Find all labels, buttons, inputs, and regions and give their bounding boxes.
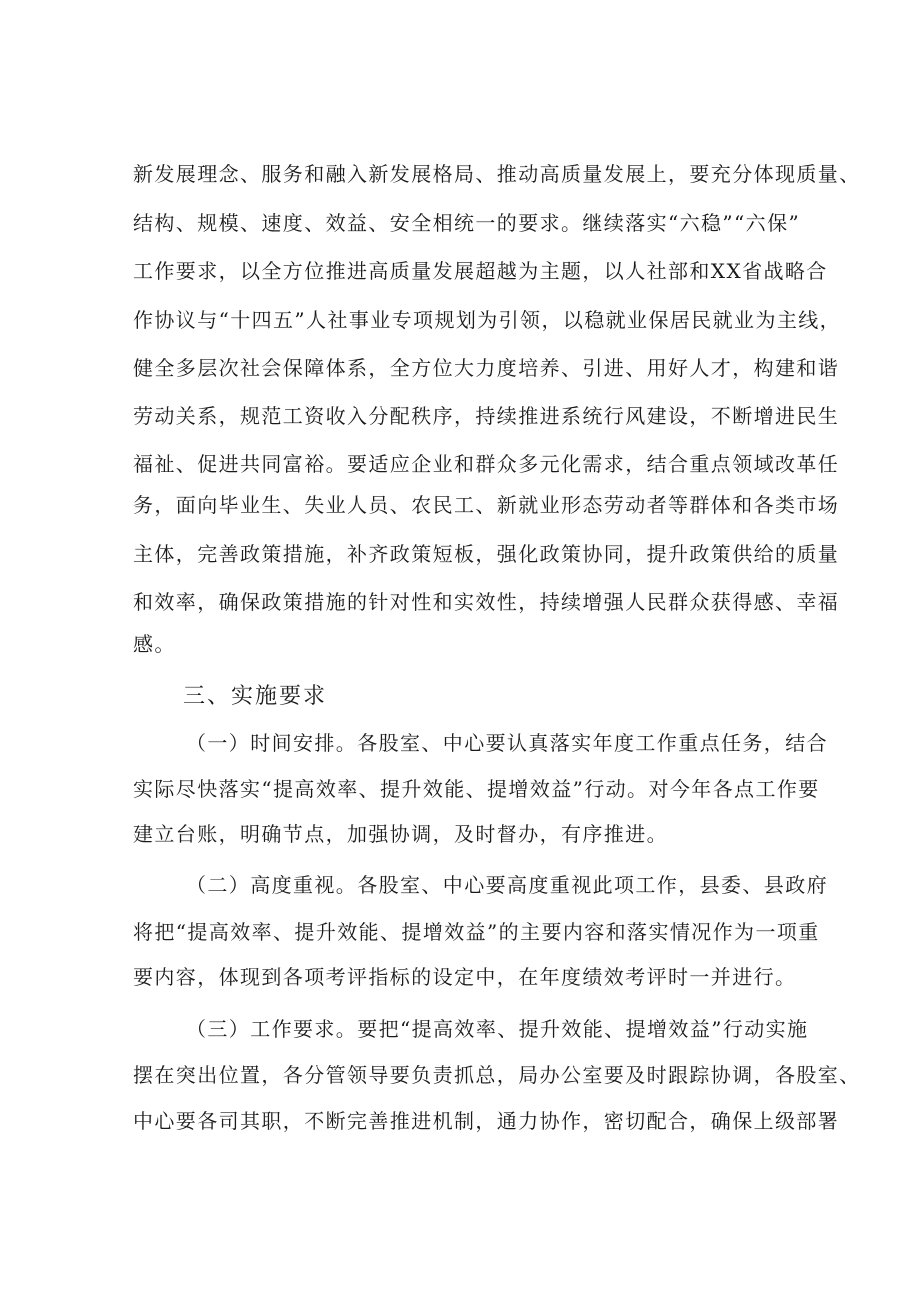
text-line: 工作要求，以全方位推进高质量发展超越为主题，以人社部和XX省战略合 — [133, 259, 828, 283]
text-line: （二）高度重视。各股室、中心要高度重视此项工作，县委、县政府 — [186, 873, 828, 897]
text-line: 建立台账，明确节点，加强协调，及时督办，有序推进。 — [133, 822, 668, 846]
text-line: 主体，完善政策措施，补齐政策短板，强化政策协同，提升政策供给的质量 — [133, 542, 840, 566]
text-line: 新发展理念、服务和融入新发展格局、推动高质量发展上，要充分体现质量、 — [133, 162, 861, 186]
text-line: 感。 — [133, 632, 176, 656]
text-line: 摆在突出位置，各分管领导要负责抓总，局办公室要及时跟踪协调，各股室、 — [133, 1063, 861, 1087]
text-line: 作协议与“十四五”人社事业专项规划为引领，以稳就业保居民就业为主线， — [133, 308, 842, 332]
section-heading: 三、实施要求 — [183, 684, 328, 709]
text-line: （三）工作要求。要把“提高效率、提升效能、提增效益”行动实施 — [186, 1017, 809, 1041]
text-line: 福祉、促进共同富裕。要适应企业和群众多元化需求，结合重点领域改革任 — [133, 452, 840, 476]
text-line: （一）时间安排。各股室、中心要认真落实年度工作重点任务，结合 — [186, 731, 828, 755]
text-line: 结构、规模、速度、效益、安全相统一的要求。继续落实“六稳”“六保” — [133, 211, 801, 235]
text-line: 劳动关系，规范工资收入分配秩序，持续推进系统行风建设，不断增进民生 — [133, 404, 840, 428]
text-line: 务，面向毕业生、失业人员、农民工、新就业形态劳动者等群体和各类市场 — [133, 493, 840, 517]
text-line: 要内容，体现到各项考评指标的设定中，在年度绩效考评时一并进行。 — [133, 965, 797, 989]
text-line: 健全多层次社会保障体系，全方位大力度培养、引进、用好人才，构建和谐 — [133, 356, 840, 380]
text-line: 中心要各司其职，不断完善推进机制，通力协作，密切配合，确保上级部署 — [133, 1109, 840, 1133]
text-line: 和效率，确保政策措施的针对性和实效性，持续增强人民群众获得感、幸福 — [133, 590, 840, 614]
text-line: 将把“提高效率、提升效能、提增效益”的主要内容和落实情况作为一项重 — [133, 920, 820, 944]
text-line: 实际尽快落实“提高效率、提升效能、提增效益”行动。对今年各点工作要 — [133, 777, 820, 801]
